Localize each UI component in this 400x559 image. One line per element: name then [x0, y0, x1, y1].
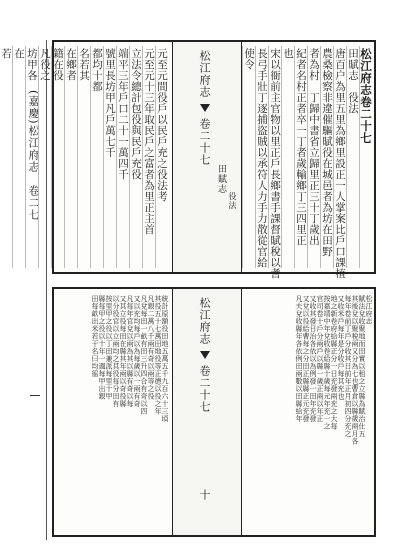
- banner-section: 田賦志: [216, 164, 226, 194]
- text-column: 名若其: [77, 46, 90, 268]
- text-column: 賦法兌收聚地而田實以租之立縣為賦治仕五: [358, 295, 366, 438]
- banner-volume: 卷二十七: [198, 365, 211, 413]
- text-column: 統計原額役田地五萬五千九百六十三頃: [161, 295, 169, 423]
- text-column: 唐百户為里五里為鄉里設正一人掌案比戶口課植: [334, 48, 346, 279]
- upper-banner: [172, 42, 242, 272]
- text-column: 又兌以役給曹每之分田正縣縣正元充發: [302, 295, 310, 423]
- text-column: 元至元間役戶以民戶充之役法考: [155, 46, 168, 268]
- text-column: 宋以衙前主官物以里正戶長鄉書手課督賦稅以耆: [269, 48, 281, 279]
- text-column: 按里甲之役以丁田兼派每里十甲: [105, 295, 113, 400]
- text-column: 以分役官以立兩均之其役每分田有: [112, 295, 120, 408]
- text-column: 使令: [242, 46, 255, 268]
- banner-volume: 卷二十七: [198, 118, 211, 166]
- text-column: 也: [281, 46, 294, 268]
- text-column: 其後兌以聚稅兩又分為七也曹倉以縣歲兩月各: [351, 295, 359, 445]
- text-column: 在: [12, 46, 25, 268]
- text-column: 立法令總計包役與民戶充役: [129, 46, 142, 268]
- text-column: 松江府志卷二十七: [359, 46, 372, 268]
- lower-left-text-block: [58, 293, 168, 531]
- text-column: 凡銀二萬八千兩有奇以兩等之役: [147, 295, 155, 400]
- text-column: 凡每年官兌以兩為其以縣有奇以每: [126, 295, 134, 408]
- text-column: 號里長坊甲凡戶萬七千: [103, 46, 116, 268]
- text-column: 凡夫兌收縣年各依例田兩數以田縣給年: [295, 295, 303, 423]
- text-column: 在鄉者: [64, 46, 77, 268]
- page-mark: [30, 395, 40, 396]
- lower-right-text-block: [246, 293, 372, 531]
- text-column: 凡兌每田一畝有田三升四合有奇以四: [140, 295, 148, 415]
- text-column: 者為村 丁歸中書省立歸里正三十丁歲出: [307, 46, 320, 268]
- book-title-edge: (嘉慶)松江府志 卷二七: [27, 90, 40, 221]
- text-column: 都均十都: [90, 46, 103, 268]
- text-column: 籍在役: [51, 46, 64, 268]
- text-column: 縣每甲之役以十年一週每甲出銀: [98, 295, 106, 400]
- upper-right-text-block: [243, 46, 373, 279]
- banner-title: 松江府志: [198, 50, 211, 98]
- lower-banner: [172, 289, 242, 535]
- text-column: 農桑檢察非違催驅賦役在城邑者為坊在田野: [320, 46, 333, 268]
- banner-title: 松江府志: [198, 297, 211, 345]
- fish-tail-mark: [200, 351, 210, 359]
- text-column: 若: [0, 46, 12, 268]
- text-column: 田賦志 役法: [346, 46, 359, 268]
- text-column: 紀者名村正者卒一丁者歲輸鄉丁三四里正: [294, 46, 307, 268]
- text-column: 又收米戶每年是分收戶每其充也: [337, 295, 345, 400]
- text-column: 長弓手壯丁逐捕盜賊以承符人力手力散從官給: [256, 48, 268, 268]
- text-column: 凡役之: [38, 46, 51, 268]
- text-column: 又其立役每田在縣其年兩以奇役縣: [119, 295, 127, 408]
- text-column: 按嘉靖中年兌收卷給縣十歲每元年充一之: [323, 295, 331, 430]
- text-column: 元至元十三年取民戶之富者為里正主首: [142, 46, 155, 268]
- text-column: 又收其發日治各依以為例發一田年充發: [309, 295, 317, 423]
- text-column: 地之新卷府給縣正分一日充發兩充之大每: [330, 295, 338, 430]
- banner-note: 役法: [228, 192, 237, 210]
- banner-page-number: 十: [198, 489, 211, 501]
- fish-tail-mark: [200, 104, 210, 112]
- text-column: 官司卷十戶分兩戶以縣一歲正兩以年正: [316, 295, 324, 423]
- page-lower: [52, 287, 376, 537]
- text-column: 田每畝出米若干名曰均徭: [91, 295, 99, 378]
- text-column: 每年卷前丁戶分收其日前年正月初四分充之: [344, 295, 352, 438]
- text-column: 端平三年戶口二十一萬四千: [116, 46, 129, 268]
- text-column: 又以充均每戶以為每歲以一兩有奇: [133, 295, 141, 408]
- text-column: 坊甲各: [25, 46, 38, 268]
- text-column: 松江府志: [365, 295, 373, 325]
- text-column: 其役五十七萬田地役等正德以役之年: [154, 295, 162, 415]
